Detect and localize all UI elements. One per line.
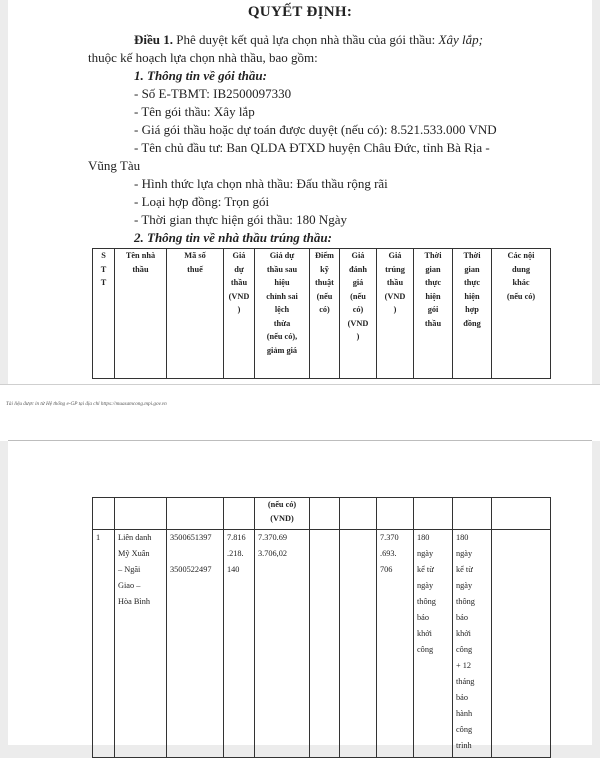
- header-tech-score: Điểm kỹ thuật (nếu có): [310, 249, 340, 379]
- header-tax-code: Mã số thuế: [167, 249, 224, 379]
- info-package-name: - Tên gói thầu: Xây lắp: [134, 104, 255, 119]
- header-contractor-name: Tên nhà thầu: [115, 249, 167, 379]
- info-contract-type: - Loại hợp đồng: Trọn gói: [134, 194, 270, 209]
- article-1-line-2: thuộc kế hoạch lựa chọn nhà thầu, bao gồm:: [88, 50, 318, 65]
- contractor-table-header: [92, 248, 551, 379]
- header-other: Các nội dung khác (nếu có): [492, 249, 551, 379]
- cell-contract-time: 180 ngày kể từ ngày thông báo khởi công + 12 tháng bảo hành công trình: [453, 530, 492, 758]
- header-package-time: Thời gian thực hiện gói thầu: [414, 249, 453, 379]
- cell-tax-code: 3500651397 3500522497: [167, 530, 224, 758]
- cell-adjusted-price: 7.370.69 3.706,02: [255, 530, 310, 758]
- info-selection-form: - Hình thức lựa chọn nhà thầu: Đấu thầu rộng rãi: [134, 176, 388, 191]
- document-title: QUYẾT ĐỊNH:: [247, 4, 353, 20]
- document-page-1: [8, 0, 592, 384]
- cell-tech-score: [310, 530, 340, 758]
- contractor-table-body: [92, 497, 551, 758]
- info-investor-cont: Vũng Tàu: [88, 158, 141, 173]
- cell-bid-price: 7.816 .218. 140: [224, 530, 255, 758]
- cell-eval-price: [340, 530, 377, 758]
- info-package-price: - Giá gói thầu hoặc dự toán được duyệt (nếu có): 8.521.533.000 VND: [134, 122, 497, 137]
- cell-win-price: 7.370 .693. 706: [377, 530, 414, 758]
- table-row: [93, 530, 551, 758]
- article-1-line: [134, 32, 483, 48]
- info-tbmt: - Số E-TBMT: IB2500097330: [134, 86, 292, 101]
- section-1-heading: 1. Thông tin về gói thầu:: [134, 68, 267, 83]
- package-name: Xây lắp;: [438, 32, 483, 47]
- header-contract-time: Thời gian thực hiện hợp đồng: [453, 249, 492, 379]
- section-2-heading: 2. Thông tin về nhà thầu trúng thầu:: [134, 230, 332, 245]
- document-page-2: [8, 440, 592, 750]
- cell-package-time: 180 ngày kể từ ngày thông báo khởi công: [414, 530, 453, 758]
- article-label: Điều 1.: [134, 32, 173, 47]
- header-bid-price: Giá dự thầu (VND ): [224, 249, 255, 379]
- cell-contractor-name: Liên danh Mỹ Xuân – Ngãi Giao – Hòa Bình: [115, 530, 167, 758]
- cell-other: [492, 530, 551, 758]
- info-duration: - Thời gian thực hiện gói thầu: 180 Ngày: [134, 212, 347, 227]
- header-eval-price: Giá đánh giá (nếu có) (VND ): [340, 249, 377, 379]
- cell-stt: 1: [93, 530, 115, 758]
- header-stt: S T T: [93, 249, 115, 379]
- header-win-price: Giá trúng thầu (VND ): [377, 249, 414, 379]
- info-investor: - Tên chủ đầu tư: Ban QLDA ĐTXD huyện Châu Đức, tỉnh Bà Rịa -: [134, 140, 490, 155]
- header-adjusted-price-cont: (nếu có) (VND): [255, 498, 310, 530]
- article-text: Phê duyệt kết quả lựa chọn nhà thầu của gói thầu:: [173, 32, 439, 47]
- footer-source-text: Tài liệu được in từ Hệ thống e-GP tại địa chỉ https://muasamcong.mpi.gov.vn: [6, 401, 167, 407]
- page-footer: [0, 384, 600, 441]
- header-adjusted-price: Giá dự thầu sau hiệu chỉnh sai lệch thừa (nếu có), giảm giá: [255, 249, 310, 379]
